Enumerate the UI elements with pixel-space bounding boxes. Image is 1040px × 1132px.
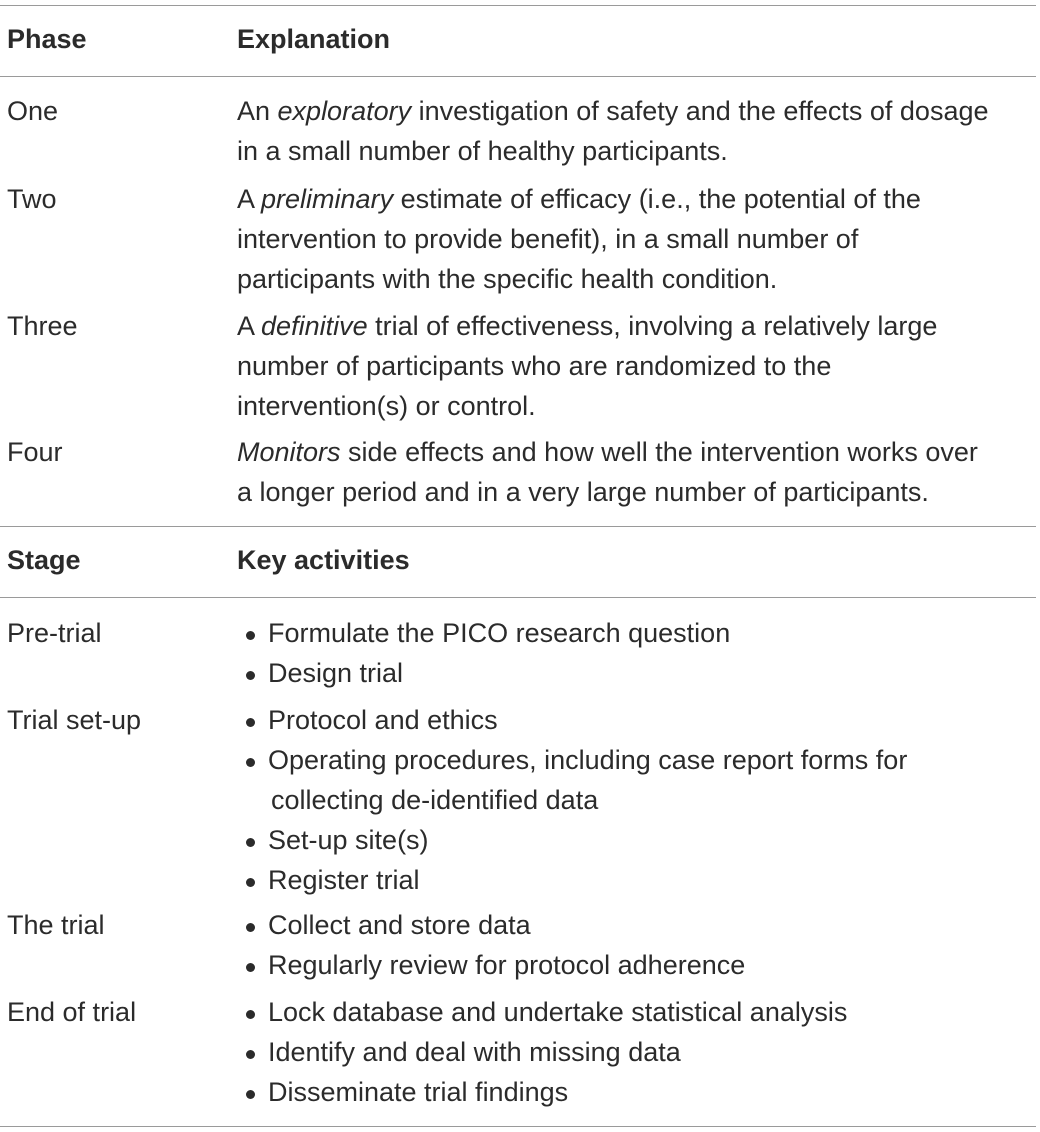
bullet-icon	[246, 758, 255, 767]
explanation-column-header: Explanation	[237, 24, 391, 54]
bullet-icon	[246, 878, 255, 887]
stage-header-rule	[0, 597, 1036, 598]
table-bottom-rule	[0, 1126, 1036, 1127]
emphasis-term: preliminary	[261, 184, 394, 214]
bullet-icon	[246, 963, 255, 972]
activity-list	[246, 992, 847, 1112]
bullet-icon	[246, 1050, 255, 1059]
list-item-continuation: collecting de-identified data	[271, 785, 599, 815]
tables-divider-rule	[0, 526, 1036, 527]
list-item: Identify and deal with missing data	[246, 1032, 847, 1072]
activity-list	[246, 613, 730, 693]
list-item: Register trial	[246, 860, 907, 900]
table-top-rule	[0, 5, 1036, 6]
phase-name: One	[7, 96, 59, 126]
phase-header-rule	[0, 76, 1036, 77]
list-item: Collect and store data	[246, 905, 745, 945]
bullet-icon	[246, 1090, 255, 1099]
phase-name: Two	[7, 184, 57, 214]
list-item: Regularly review for protocol adherence	[246, 945, 745, 985]
emphasis-term: definitive	[261, 311, 368, 341]
phase-explanation: Monitors side effects and how well the intervention works over a longer period and in a very large number of participants.	[237, 437, 978, 507]
list-item: Formulate the PICO research question	[246, 613, 730, 653]
phase-column-header: Phase	[7, 24, 87, 54]
stage-column-header: Stage	[7, 545, 81, 575]
bullet-icon	[246, 838, 255, 847]
phase-explanation: A definitive trial of effectiveness, involving a relatively large number of participants who are randomized to the intervention(s) or control.	[237, 311, 938, 421]
key-activities-column-header: Key activities	[237, 545, 410, 575]
phase-name: Three	[7, 311, 78, 341]
list-item: Disseminate trial findings	[246, 1072, 847, 1112]
bullet-icon	[246, 631, 255, 640]
bullet-icon	[246, 718, 255, 727]
stage-name: End of trial	[7, 997, 137, 1027]
phase-explanation: A preliminary estimate of efficacy (i.e., the potential of the intervention to provide benefit), in a small number of participants with the specific health condition.	[237, 184, 921, 294]
stage-name: The trial	[7, 910, 105, 940]
list-item: Set-up site(s)	[246, 820, 907, 860]
stage-name: Pre-trial	[7, 618, 102, 648]
bullet-icon	[246, 671, 255, 680]
stage-name: Trial set-up	[7, 705, 142, 735]
list-item: Lock database and undertake statistical analysis	[246, 992, 847, 1032]
activity-list	[246, 905, 745, 985]
list-item: Protocol and ethics	[246, 700, 907, 740]
phase-explanation: An exploratory investigation of safety and the effects of dosage in a small number of healthy participants.	[237, 96, 989, 166]
list-item: Operating procedures, including case report forms for collecting de-identified data	[246, 740, 907, 820]
list-item: Design trial	[246, 653, 730, 693]
emphasis-term: Monitors	[237, 437, 341, 467]
emphasis-term: exploratory	[277, 96, 412, 126]
phase-name: Four	[7, 437, 63, 467]
activity-list	[246, 700, 907, 900]
bullet-icon	[246, 923, 255, 932]
bullet-icon	[246, 1010, 255, 1019]
